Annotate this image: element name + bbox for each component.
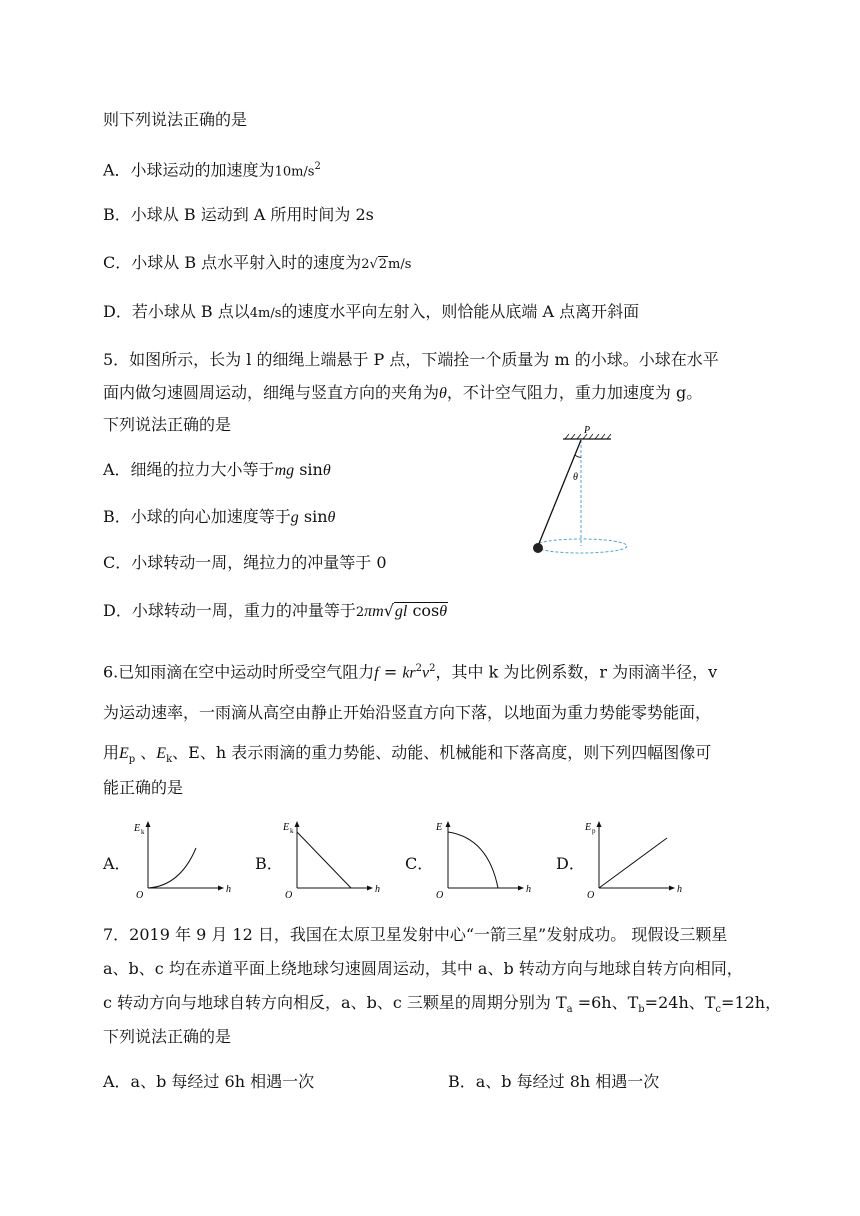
- q5-option-a-sin: sin: [299, 460, 323, 479]
- q4-option-d-value: 4m/s: [249, 306, 282, 321]
- graph-d-y-label: E: [585, 822, 592, 833]
- q4-option-a-exponent: 2: [314, 161, 321, 172]
- q6-option-a-label: A．: [103, 854, 131, 873]
- q6-stem-line2: 为运动速率，一雨滴从高空由静止开始沿竖直方向下落，以地面为重力势能零势能面，: [103, 703, 712, 722]
- q4-option-d-text: D．若小球从 B 点以: [103, 302, 250, 321]
- q6-stem-line1: 6.已知雨滴在空中运动时所受空气阻力$f = kr^2v^2$，其中 k 为比例系数，r 为雨滴半径，v: [103, 662, 718, 682]
- graph-d: [581, 818, 691, 900]
- q4-option-a-text: A．小球运动的加速度为: [103, 160, 275, 180]
- q4-option-a: [103, 157, 321, 182]
- q6-stem-line1-text: 6.已知雨滴在空中运动时所受空气阻力: [103, 662, 375, 682]
- q5-option-b-sin: sin: [303, 507, 328, 526]
- graph-a-curve: [148, 848, 196, 888]
- graph-b-origin: O: [285, 890, 293, 900]
- q7-stem-line3: c 转动方向与地球自转方向相反，a、b、c 三颗星的周期分别为 $T_a =6h$、$T_b=24h$、$T_c=12h$，: [103, 993, 782, 1016]
- graph-c: [430, 818, 540, 900]
- graph-b-x-label: h: [375, 884, 380, 895]
- q7-stem-line1: 7．2019 年 9 月 12 日，我国在太原卫星发射中心“一箭三星”发射成功。 现假设三颗星: [103, 925, 728, 944]
- q4-option-c-unit: m/s: [388, 257, 412, 272]
- graph-b-line: [297, 832, 351, 888]
- q7-option-b: B．a、b 每经过 8h 相遇一次: [448, 1072, 660, 1091]
- q5-option-a: [103, 460, 331, 481]
- q7-stem-line4: 下列说法正确的是: [103, 1027, 232, 1046]
- graph-d-origin: O: [587, 890, 595, 900]
- q4-option-c-coef: 2: [361, 257, 370, 272]
- q6-option-b-label: B．: [255, 854, 283, 873]
- conical-pendulum-figure: [525, 425, 635, 565]
- q6-stem-line3-end: 、E、h 表示雨滴的重力势能、动能、机械能和下落高度，则下列四幅图像可: [172, 743, 712, 762]
- q6-option-c-label: C．: [405, 854, 434, 873]
- ball: [533, 543, 543, 553]
- q5-option-b: [103, 507, 335, 528]
- q5-option-d-coef: 2: [355, 605, 365, 620]
- q5-stem-line2-end: ，不计空气阻力，重力加速度为 g。: [446, 383, 703, 402]
- svg-text:p: p: [592, 827, 596, 835]
- q5-option-a-theta: θ: [322, 462, 331, 479]
- q4-option-c-text: C．小球从 B 点水平射入时的速度为: [103, 253, 362, 272]
- graph-c-y-label: E: [436, 822, 443, 833]
- graph-b-y-label: E: [283, 822, 290, 833]
- q6-stem-line4: 能正确的是: [103, 778, 184, 797]
- q5-stem-line1: 5．如图所示，长为 l 的细绳上端悬于 P 点，下端拴一个质量为 m 的小球。小球在水平: [103, 350, 719, 369]
- q6-ek: E: [156, 745, 167, 762]
- q5-option-a-mg: mg: [274, 462, 295, 479]
- graph-a-y-label: E: [134, 823, 141, 834]
- q5-theta-symbol: θ: [439, 385, 447, 402]
- graph-b: [279, 818, 389, 900]
- q6-stem-line3: 用$E_p$ 、$E_k$、E、h 表示雨滴的重力势能、动能、机械能和下落高度，则下列四幅图像可: [103, 743, 712, 766]
- q6-stem-line1-end: ，其中 k 为比例系数，r 为雨滴半径，v: [435, 662, 718, 682]
- q5-option-a-text: A．细绳的拉力大小等于: [103, 460, 275, 479]
- q5-option-d-m: m: [372, 603, 384, 620]
- q4-option-d: [103, 302, 639, 324]
- q5-stem-line3: 下列说法正确的是: [103, 415, 232, 434]
- svg-text:k: k: [141, 828, 145, 836]
- q5-option-d-radicand: gl cosθ: [394, 601, 448, 620]
- string: [538, 440, 581, 546]
- q4-option-d-text-end: 的速度水平向左射入，则恰能从底端 A 点离开斜面: [281, 302, 640, 321]
- graph-a-x-label: h: [226, 884, 231, 895]
- q6-f: f: [374, 664, 379, 682]
- fig-label-p: P: [584, 425, 591, 436]
- q6-option-d-label: D．: [556, 854, 585, 873]
- q5-stem-line2: [103, 383, 702, 404]
- q6-v: v: [422, 664, 430, 682]
- graph-c-origin: O: [436, 890, 444, 900]
- q4-option-b: B．小球从 B 运动到 A 所用时间为 2s: [103, 205, 374, 224]
- q5-option-d-text: D．小球转动一周，重力的冲量等于: [103, 601, 356, 620]
- graph-c-x-label: h: [526, 884, 531, 895]
- q5-option-b-theta: θ: [327, 509, 336, 526]
- q5-option-d-pi: π: [364, 603, 373, 620]
- q7-option-a: A．a、b 每经过 6h 相遇一次: [103, 1072, 315, 1091]
- q6-ep: E: [119, 745, 129, 762]
- graph-d-x-label: h: [677, 884, 682, 895]
- q4-option-a-value: 10m/s: [274, 164, 315, 180]
- q6-kr: kr: [402, 664, 416, 682]
- q4-option-c-radicand: 2: [378, 257, 388, 272]
- q5-option-c: C．小球转动一周，绳拉力的冲量等于 0: [103, 553, 387, 572]
- graph-c-curve: [448, 832, 498, 888]
- svg-text:k: k: [290, 827, 294, 835]
- q5-option-b-text: B．小球的向心加速度等于: [103, 507, 291, 526]
- intro-text: 则下列说法正确的是: [103, 110, 248, 129]
- graph-a-origin: O: [136, 890, 144, 900]
- fig-label-theta: θ: [573, 472, 578, 483]
- q5-stem-line2-text: 面内做匀速圆周运动，细绳与竖直方向的夹角为: [103, 383, 440, 402]
- angle-arc: [575, 455, 581, 457]
- graph-d-line: [599, 838, 667, 888]
- q4-option-c: C．小球从 B 点水平射入时的速度为2√2m/s: [103, 253, 412, 272]
- q5-option-d: D．小球转动一周，重力的冲量等于2πm√gl cosθ: [103, 601, 448, 620]
- q5-option-b-g: g: [290, 509, 299, 526]
- graph-a: [130, 818, 240, 900]
- q7-stem-line2: a、b、c 均在赤道平面上绕地球匀速圆周运动，其中 a、b 转动方向与地球自转方向相同，: [103, 959, 743, 978]
